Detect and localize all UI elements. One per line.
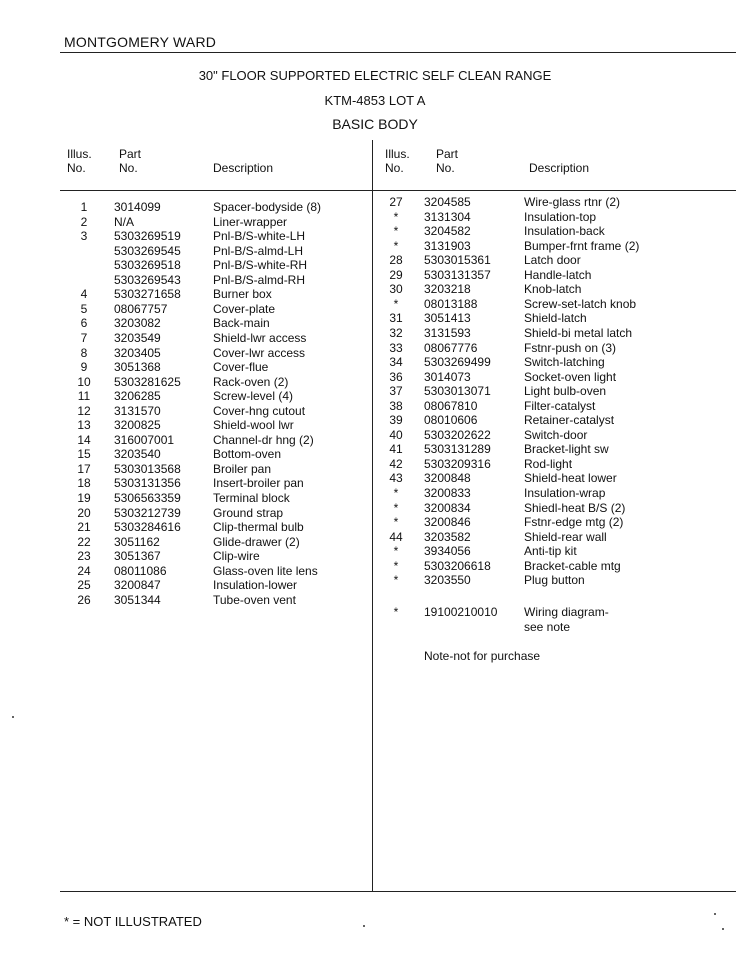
part-description: Clip-wire: [213, 549, 260, 564]
left-part-header: [119, 147, 141, 175]
illus-number: 13: [77, 418, 91, 433]
part-description: Shield-latch: [524, 311, 587, 326]
part-number: 3200825: [114, 418, 161, 433]
part-number: 5303013071: [424, 384, 491, 399]
part-number: 3051413: [424, 311, 471, 326]
illus-number: 25: [77, 578, 91, 593]
part-description: Insulation-back: [524, 224, 605, 239]
footnote: * = NOT ILLUSTRATED: [64, 914, 202, 929]
scan-speck: [722, 928, 724, 930]
part-description: Broiler pan: [213, 461, 272, 476]
illus-number: 2: [80, 214, 88, 229]
part-description: Screw-set-latch knob: [524, 296, 637, 311]
part-description: Bracket-cable mtg: [524, 558, 621, 573]
part-description: Liner-wrapper: [213, 214, 288, 229]
illus-number: 31: [389, 311, 403, 326]
part-description: Pnl-B/S-almd-LH: [213, 243, 304, 258]
illus-number: 8: [80, 345, 88, 360]
part-description: Glide-drawer (2): [213, 534, 300, 549]
illus-number: 27: [389, 195, 403, 209]
illus-number: 3: [80, 229, 88, 244]
part-description: Shield-wool lwr: [213, 418, 294, 433]
part-number: 3051368: [114, 360, 161, 375]
part-number: 5303269519: [114, 229, 181, 244]
part-description: Rack-oven (2): [213, 374, 289, 389]
illus-number: 11: [77, 389, 91, 404]
illus-header-line1: Illus.: [67, 147, 92, 161]
part-number: 5303131356: [114, 476, 181, 491]
part-description: Cover-hng cutout: [213, 403, 306, 418]
part-number: 3051344: [114, 592, 161, 607]
scan-speck: [363, 925, 365, 927]
part-description: Shield-lwr access: [213, 330, 307, 345]
part-number: 3203218: [424, 282, 471, 297]
illus-number: 24: [77, 563, 91, 578]
part-description: Switch-latching: [524, 355, 605, 370]
illus-number: *: [393, 573, 399, 588]
part-number: 3131304: [424, 209, 471, 224]
illus-number: 43: [389, 471, 403, 486]
scan-speck: [12, 716, 14, 718]
part-description: Pnl-B/S-white-LH: [213, 229, 306, 244]
part-description: Clip-thermal bulb: [213, 520, 304, 535]
left-illus-header: [67, 147, 92, 175]
part-number: 08013188: [424, 296, 478, 311]
part-number: 5303284616: [114, 520, 181, 535]
illus-number: 4: [80, 287, 88, 302]
part-description: Terminal block: [213, 491, 290, 505]
part-number: N/A: [114, 214, 135, 229]
part-description: Wire-glass rtnr (2): [524, 195, 621, 209]
illus-number: 37: [389, 384, 403, 399]
part-number: 5303269543: [114, 272, 181, 287]
part-description: Channel-dr hng (2): [213, 432, 314, 447]
part-description: Insert-broiler pan: [213, 476, 304, 491]
part-number: 3203582: [424, 529, 471, 544]
illus-header-line2: No.: [67, 161, 86, 175]
part-description: Bracket-light sw: [524, 442, 609, 457]
right-description-header: Description: [529, 161, 590, 175]
part-description: Shield-heat lower: [524, 471, 617, 486]
illus-number: 41: [389, 442, 403, 457]
illus-number: 18: [77, 476, 91, 491]
part-number: 3131593: [424, 325, 471, 340]
illus-number: 28: [389, 253, 403, 268]
part-description: Tube-oven vent: [213, 592, 296, 607]
part-description: Glass-oven lite lens: [213, 563, 318, 578]
illus-number: 23: [77, 549, 91, 564]
illus-number: 29: [389, 267, 403, 282]
part-number: 5303209316: [424, 456, 491, 471]
part-number: 3051162: [114, 534, 160, 549]
part-number: 5303212739: [114, 505, 181, 520]
column-divider: [372, 140, 373, 892]
part-description: Insulation-wrap: [524, 486, 606, 500]
part-number: 3203549: [114, 330, 161, 345]
part-description: Plug button: [524, 573, 585, 588]
model-lot: KTM-4853 LOT A: [324, 93, 426, 108]
illus-number: 34: [389, 355, 403, 370]
document-title: 30" FLOOR SUPPORTED ELECTRIC SELF CLEAN RANGE: [198, 68, 552, 83]
part-description: Insulation-lower: [213, 578, 298, 593]
part-number: 3204582: [424, 224, 471, 239]
illus-number: 40: [389, 427, 403, 442]
part-description: Ground strap: [213, 505, 284, 520]
part-number: 5303131357: [424, 267, 491, 282]
illus-number: *: [393, 486, 399, 500]
part-number: 3200846: [424, 515, 471, 530]
part-number: 316007001: [114, 432, 175, 447]
illus-number: 12: [77, 403, 91, 418]
part-header-line1: Part: [119, 147, 142, 161]
part-number: 3203405: [114, 345, 161, 360]
part-description: Cover-lwr access: [213, 345, 306, 360]
part-description: Switch-door: [524, 427, 588, 442]
right-illus-header: [385, 147, 410, 175]
part-number: 5303269545: [114, 243, 181, 258]
illus-number: 9: [80, 360, 88, 375]
part-number: 3200848: [424, 471, 471, 486]
part-number: 3051367: [114, 549, 161, 564]
illus-number: 42: [389, 456, 403, 471]
part-number: 3204585: [424, 195, 471, 209]
illus-number: 21: [77, 520, 91, 535]
part-header-line2: No.: [436, 161, 455, 175]
part-description: Spacer-bodyside (8): [213, 200, 322, 214]
illus-number: 44: [389, 529, 403, 544]
part-number: 3203082: [114, 316, 161, 331]
part-header-line2: No.: [119, 161, 138, 175]
illus-number: 17: [77, 461, 91, 476]
illus-number: 15: [77, 447, 91, 462]
wiring-part-number: 19100210010: [424, 605, 498, 619]
part-description: Pnl-B/S-almd-RH: [213, 272, 306, 287]
part-description: Bottom-oven: [213, 447, 282, 462]
part-description: Fstnr-push on (3): [524, 340, 617, 355]
illus-header-line2: No.: [385, 161, 404, 175]
part-description: Filter-catalyst: [524, 398, 596, 413]
illus-number: 30: [389, 282, 403, 297]
part-description: Burner box: [213, 287, 272, 302]
part-number: 5303206618: [424, 558, 491, 573]
part-number: 5303131289: [424, 442, 491, 457]
part-number: 3200834: [424, 500, 471, 515]
part-number: 5306563359: [114, 491, 181, 505]
illus-number: 7: [80, 330, 88, 345]
illus-number: *: [393, 515, 399, 530]
wiring-illus: *: [393, 605, 399, 619]
part-number: 08067757: [114, 301, 168, 316]
part-number: 3203540: [114, 447, 161, 462]
illus-number: 26: [77, 592, 91, 607]
illus-number: 39: [389, 413, 403, 428]
illus-number: *: [393, 238, 399, 253]
top-rule: [60, 52, 736, 53]
part-description: Anti-tip kit: [524, 544, 577, 559]
illus-number: 38: [389, 398, 403, 413]
part-number: 3014073: [424, 369, 471, 384]
part-description: Rod-light: [524, 456, 573, 471]
part-description: Shield-rear wall: [524, 529, 607, 544]
part-number: 3934056: [424, 544, 471, 559]
part-number: 08067810: [424, 398, 478, 413]
illus-number: *: [393, 224, 399, 239]
illus-header-line1: Illus.: [385, 147, 410, 161]
part-description: Bumper-frnt frame (2): [524, 238, 640, 253]
part-description: Knob-latch: [524, 282, 582, 297]
illus-number: *: [393, 500, 399, 515]
part-description: Shield-bi metal latch: [524, 325, 633, 340]
illus-number: 6: [80, 316, 88, 331]
illus-number: 33: [389, 340, 403, 355]
part-description: Fstnr-edge mtg (2): [524, 515, 624, 530]
illus-number: 32: [389, 325, 403, 340]
part-description: Socket-oven light: [524, 369, 617, 384]
illus-number: 22: [77, 534, 91, 549]
part-description: Pnl-B/S-white-RH: [213, 258, 308, 273]
part-number: 5303013568: [114, 461, 181, 476]
part-number: 3014099: [114, 200, 161, 214]
part-number: 3131903: [424, 238, 471, 253]
part-number: 5303269499: [424, 355, 491, 370]
illus-number: *: [393, 209, 399, 224]
part-description: Latch door: [524, 253, 581, 268]
illus-number: 5: [80, 301, 88, 316]
part-description: Back-main: [213, 316, 270, 331]
part-description: Insulation-top: [524, 209, 597, 224]
part-description: Cover-flue: [213, 360, 269, 375]
part-number: 3200833: [424, 486, 471, 500]
illus-number: *: [393, 296, 399, 311]
part-number: 5303202622: [424, 427, 491, 442]
illus-number: 19: [77, 491, 91, 505]
illus-number: 36: [389, 369, 403, 384]
part-description: Screw-level (4): [213, 389, 294, 404]
part-number: 3200847: [114, 578, 161, 593]
purchase-note: Note-not for purchase: [424, 649, 541, 663]
illus-number: *: [393, 558, 399, 573]
part-number: 08010606: [424, 413, 478, 428]
part-description: Light bulb-oven: [524, 384, 607, 399]
part-description: Handle-latch: [524, 267, 592, 282]
scan-speck: [714, 913, 716, 915]
part-number: 5303015361: [424, 253, 491, 268]
part-description: Shiedl-heat B/S (2): [524, 500, 626, 515]
right-part-header: [436, 147, 458, 175]
part-number: 08067776: [424, 340, 478, 355]
part-number: 08011086: [114, 563, 167, 578]
part-number: 5303269518: [114, 258, 181, 273]
part-number: 5303281625: [114, 374, 181, 389]
part-description: Retainer-catalyst: [524, 413, 615, 428]
wiring-description: [524, 605, 609, 634]
illus-number: 10: [77, 374, 91, 389]
wiring-description-line1: Wiring diagram-: [524, 605, 609, 619]
illus-number: 1: [80, 200, 88, 214]
wiring-description-line2: see note: [524, 619, 571, 634]
part-number: 3203550: [424, 573, 471, 588]
illus-number: *: [393, 544, 399, 559]
section-title: BASIC BODY: [332, 116, 418, 132]
part-header-line1: Part: [436, 147, 459, 161]
illus-number: 14: [77, 432, 91, 447]
illus-number: 20: [77, 505, 91, 520]
header-rule: [60, 190, 736, 191]
part-description: Cover-plate: [213, 301, 276, 316]
bottom-rule: [60, 891, 736, 892]
brand-header: MONTGOMERY WARD: [64, 34, 217, 50]
part-number: 3206285: [114, 389, 161, 404]
left-description-header: Description: [213, 161, 274, 175]
part-number: 5303271658: [114, 287, 181, 302]
part-number: 3131570: [114, 403, 161, 418]
